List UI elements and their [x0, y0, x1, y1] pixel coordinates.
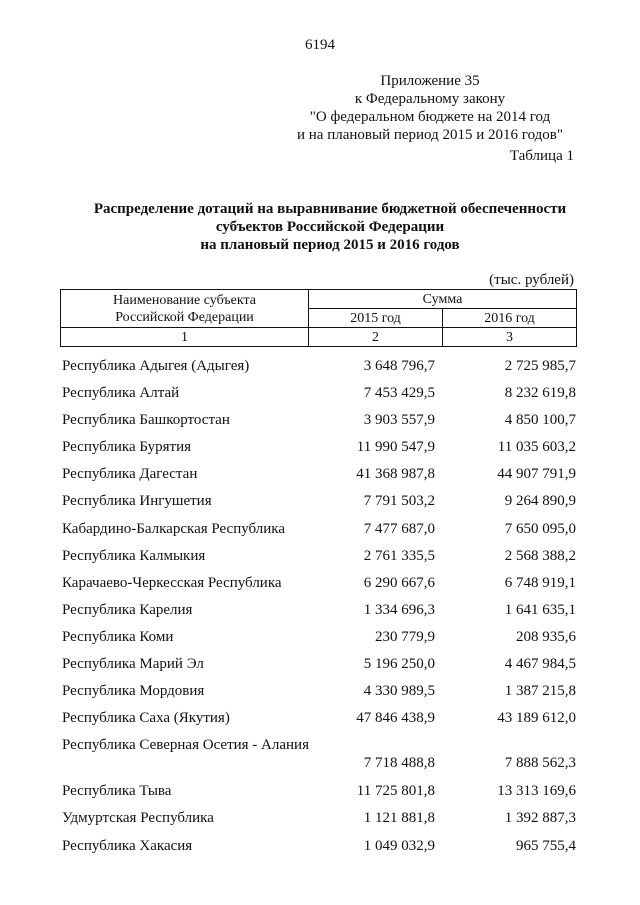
- header-col-number: 2: [309, 328, 443, 347]
- value-2016: 1 392 887,3: [504, 810, 576, 827]
- subject-name: Республика Марий Эл: [62, 656, 204, 673]
- subject-name: Республика Саха (Якутия): [62, 710, 230, 727]
- table-row: [62, 435, 582, 462]
- value-2016: 9 264 890,9: [504, 493, 576, 510]
- table-row: [62, 679, 582, 706]
- value-2015: 47 846 438,9: [356, 710, 435, 727]
- value-2015: 3 648 796,7: [363, 358, 435, 374]
- appendix-line: и на плановый период 2015 и 2016 годов": [297, 127, 563, 143]
- value-2015: 11 990 547,9: [356, 439, 435, 456]
- header-sum: Сумма: [309, 290, 577, 309]
- subject-name: Республика Алтай: [62, 385, 180, 402]
- subject-name: Карачаево-Черкесская Республика: [62, 574, 282, 591]
- value-2015: 6 290 667,6: [363, 574, 435, 591]
- table-row: [62, 652, 582, 679]
- table-row: [62, 571, 582, 598]
- value-2015: 1 049 032,9: [363, 837, 435, 854]
- value-2016: 965 755,4: [516, 837, 576, 854]
- subject-name: Республика Башкортостан: [62, 412, 230, 429]
- value-2015: 7 477 687,0: [363, 520, 435, 537]
- value-2016: 44 907 791,9: [497, 466, 576, 483]
- value-2015: 1 121 881,8: [363, 810, 435, 827]
- value-2016: 2 568 388,2: [504, 547, 576, 564]
- value-2016: 7 888 562,3: [504, 755, 576, 772]
- subject-name: Республика Мордовия: [62, 683, 205, 700]
- subject-name: Республика Ингушетия: [62, 493, 212, 510]
- document-title: [40, 200, 620, 254]
- table-row: [62, 598, 582, 625]
- subject-name: Удмуртская Республика: [62, 810, 214, 827]
- table-row: [62, 408, 582, 435]
- title-line: субъектов Российской Федерации: [215, 219, 445, 235]
- value-2016: 7 650 095,0: [504, 520, 576, 537]
- value-2015: 2 761 335,5: [363, 547, 435, 564]
- table-row: [62, 517, 582, 544]
- value-2016: 13 313 169,6: [497, 783, 576, 800]
- appendix-line: к Федеральному закону: [354, 91, 506, 107]
- header-year-2015: 2015 год: [309, 309, 443, 328]
- table-label: Таблица 1: [509, 148, 574, 164]
- appendix-line: "О федеральном бюджете на 2014 год: [309, 109, 551, 125]
- appendix-reference: [270, 72, 590, 144]
- value-2016: 43 189 612,0: [497, 710, 576, 727]
- value-2015: 7 453 429,5: [363, 385, 435, 402]
- value-2015: 1 334 696,3: [363, 601, 435, 618]
- value-2016: 6 748 919,1: [504, 574, 576, 591]
- subject-name: Республика Тыва: [62, 783, 172, 800]
- subject-name: Республика Карелия: [62, 601, 193, 618]
- value-2016: 1 387 215,8: [504, 683, 576, 700]
- header-col-number: 1: [61, 328, 309, 347]
- subject-name: Республика Хакасия: [62, 837, 193, 854]
- header-name-line: Наименование субъекта: [113, 292, 256, 308]
- header-year-2016: 2016 год: [443, 309, 577, 328]
- table-row: [62, 462, 582, 489]
- value-2016: 4 467 984,5: [504, 656, 576, 673]
- table-row: [62, 625, 582, 652]
- subject-name: Республика Бурятия: [62, 439, 192, 456]
- value-2015: 4 330 989,5: [363, 683, 435, 700]
- table-header: [60, 289, 577, 347]
- value-2015: 5 196 250,0: [363, 656, 435, 673]
- title-line: на плановый период 2015 и 2016 годов: [200, 237, 460, 253]
- value-2015: 41 368 987,8: [356, 466, 435, 483]
- value-2015: 7 791 503,2: [363, 493, 435, 510]
- value-2016: 208 935,6: [516, 628, 576, 645]
- table-row: [62, 779, 582, 806]
- subject-name: Республика Коми: [62, 628, 174, 645]
- header-name-line: Российской Федерации: [115, 309, 254, 325]
- value-2016: 1 641 635,1: [504, 601, 576, 618]
- value-2016: 2 725 985,7: [504, 358, 576, 374]
- page-number: 6194: [305, 37, 335, 53]
- table-row: [62, 354, 582, 381]
- appendix-line: Приложение 35: [380, 73, 480, 89]
- table-row: [62, 544, 582, 571]
- header-subject-name: [61, 290, 309, 328]
- value-2016: 11 035 603,2: [497, 439, 576, 456]
- subject-name: Республика Дагестан: [62, 466, 198, 483]
- value-2015: 11 725 801,8: [356, 783, 435, 800]
- table-row: [62, 733, 582, 779]
- value-2016: 8 232 619,8: [504, 385, 576, 402]
- value-2015: 3 903 557,9: [363, 412, 435, 429]
- table-row: [62, 806, 582, 833]
- header-col-number: 3: [443, 328, 577, 347]
- value-2015: 230 779,9: [375, 628, 435, 645]
- table-row: [62, 706, 582, 733]
- units-label: (тыс. рублей): [489, 272, 574, 288]
- table-body: [62, 354, 582, 861]
- value-2016: 4 850 100,7: [504, 412, 576, 429]
- subject-name: Республика Северная Осетия - Алания: [62, 737, 309, 754]
- subject-name: Республика Адыгея (Адыгея): [62, 358, 250, 374]
- table-row: [62, 489, 582, 516]
- subject-name: Кабардино-Балкарская Республика: [62, 520, 286, 537]
- table-row: [62, 381, 582, 408]
- table-row: [62, 834, 582, 861]
- title-line: Распределение дотаций на выравнивание бюджетной обеспеченности: [93, 201, 567, 217]
- subject-name: Республика Калмыкия: [62, 547, 206, 564]
- value-2015: 7 718 488,8: [363, 755, 435, 772]
